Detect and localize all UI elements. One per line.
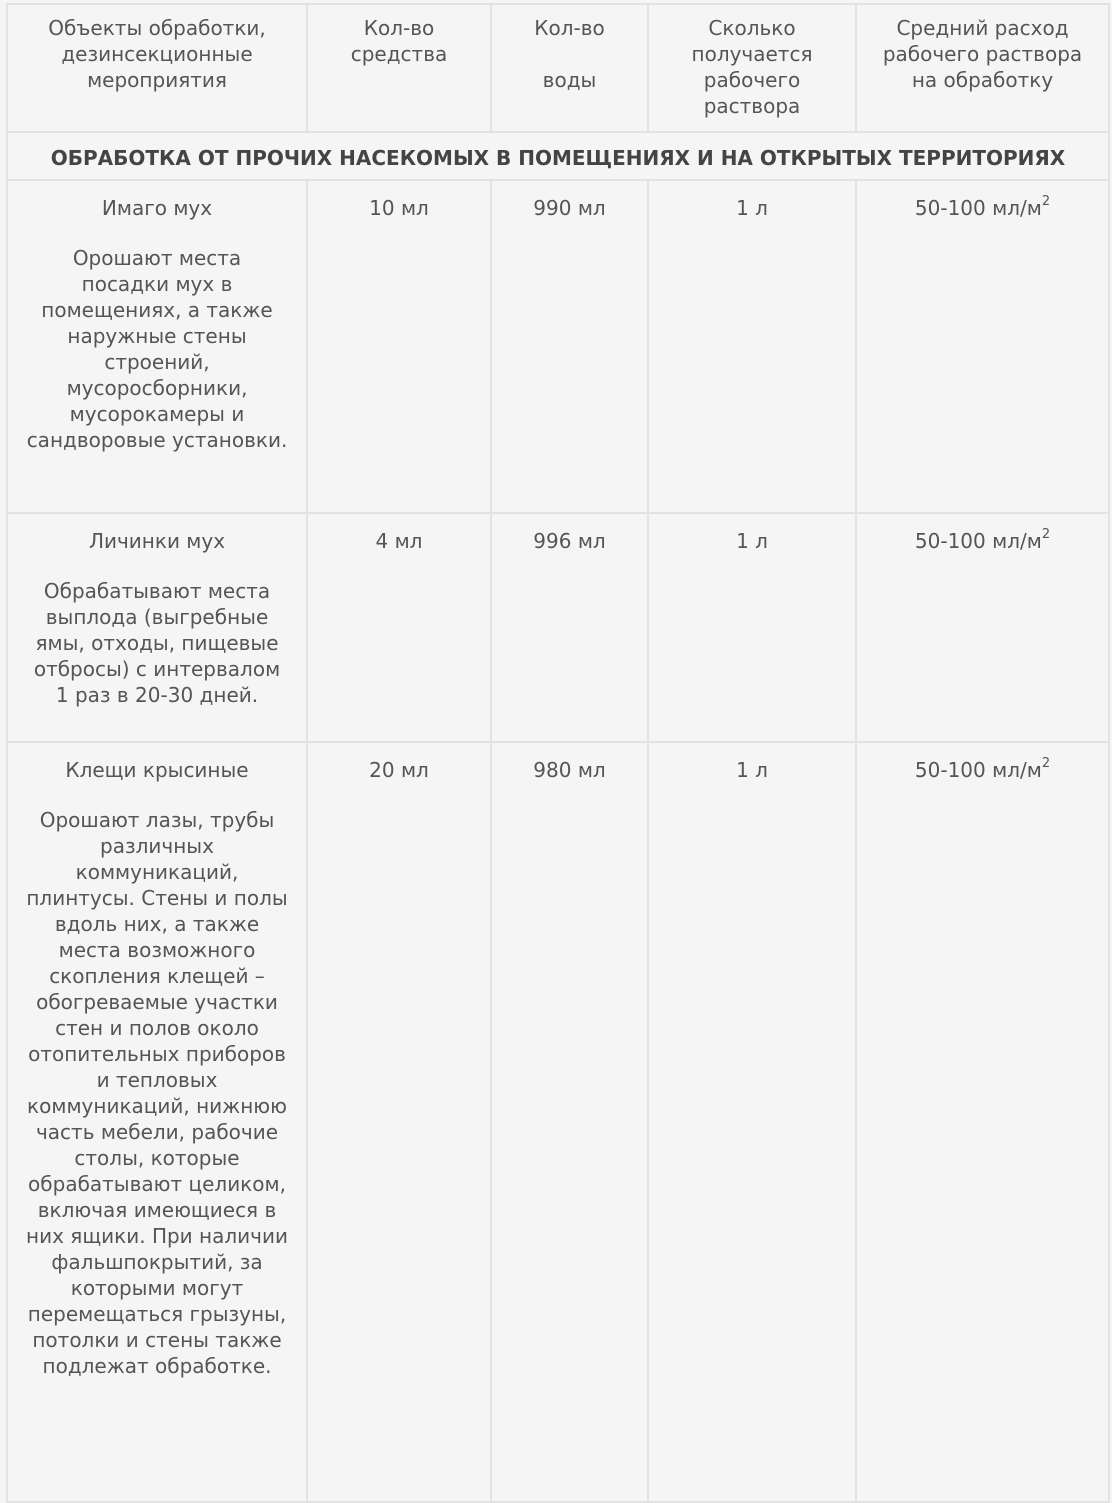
object-title: Имаго мух [101, 196, 213, 220]
agent-cell: 10 мл [307, 180, 491, 513]
object-description: Обрабатывают места выплода (выгребные ямы, отходы, пищевые отбросы) с интервалом 1 раз в 20-30 дней. [33, 579, 281, 707]
consumption-exponent: 2 [1041, 527, 1051, 543]
header-solution-yield: Сколько получается рабочего раствора [648, 4, 856, 132]
agent-cell: 4 мл [307, 513, 491, 742]
section-title: ОБРАБОТКА ОТ ПРОЧИХ НАСЕКОМЫХ В ПОМЕЩЕНИЯХ И НА ОТКРЫТЫХ ТЕРРИТОРИЯХ [7, 132, 1109, 180]
treatment-table [6, 3, 1110, 1503]
agent-cell: 20 мл [307, 742, 491, 1502]
header-water-amount: Кол-во воды [491, 4, 648, 132]
table-row [7, 513, 1109, 742]
header-consumption: Средний расход рабочего раствора на обработку [856, 4, 1109, 132]
consumption-cell [856, 180, 1109, 513]
solution-cell: 1 л [648, 513, 856, 742]
water-cell: 996 мл [491, 513, 648, 742]
object-description: Орошают лазы, трубы различных коммуникаций, плинтусы. Стены и полы вдоль них, а также места возможного скопления клещей – обогреваемые участки стен и полов около отопительных приборов и тепловых коммуникаций, нижнюю часть мебели, рабочие столы, которые обрабатывают целиком, включая имеющиеся в них ящики. При наличии фальшпокрытий, за которыми могут перемещаться грызуны, потолки и стены также подлежат обработке. [26, 808, 288, 1378]
consumption-cell [856, 742, 1109, 1502]
consumption-value: 50-100 мл/м [914, 529, 1042, 553]
table-row [7, 180, 1109, 513]
object-title: Клещи крысиные [65, 758, 249, 782]
header-agent-amount: Кол-во средства [307, 4, 491, 132]
consumption-value: 50-100 мл/м [914, 196, 1042, 220]
header-objects: Объекты обработки, дезинсекционные мероприятия [7, 4, 307, 132]
object-title: Личинки мух [88, 529, 226, 553]
section-row [7, 132, 1109, 180]
consumption-cell [856, 513, 1109, 742]
table-row [7, 742, 1109, 1502]
consumption-exponent: 2 [1041, 756, 1051, 772]
object-cell [7, 180, 307, 513]
water-cell: 990 мл [491, 180, 648, 513]
object-description: Орошают места посадки мух в помещениях, а также наружные стены строений, мусоросборники, мусорокамеры и сандворовые установки. [26, 246, 288, 452]
object-cell [7, 513, 307, 742]
object-cell [7, 742, 307, 1502]
solution-cell: 1 л [648, 742, 856, 1502]
water-cell: 980 мл [491, 742, 648, 1502]
consumption-value: 50-100 мл/м [914, 758, 1042, 782]
consumption-exponent: 2 [1041, 194, 1051, 210]
solution-cell: 1 л [648, 180, 856, 513]
table-header-row [7, 4, 1109, 132]
